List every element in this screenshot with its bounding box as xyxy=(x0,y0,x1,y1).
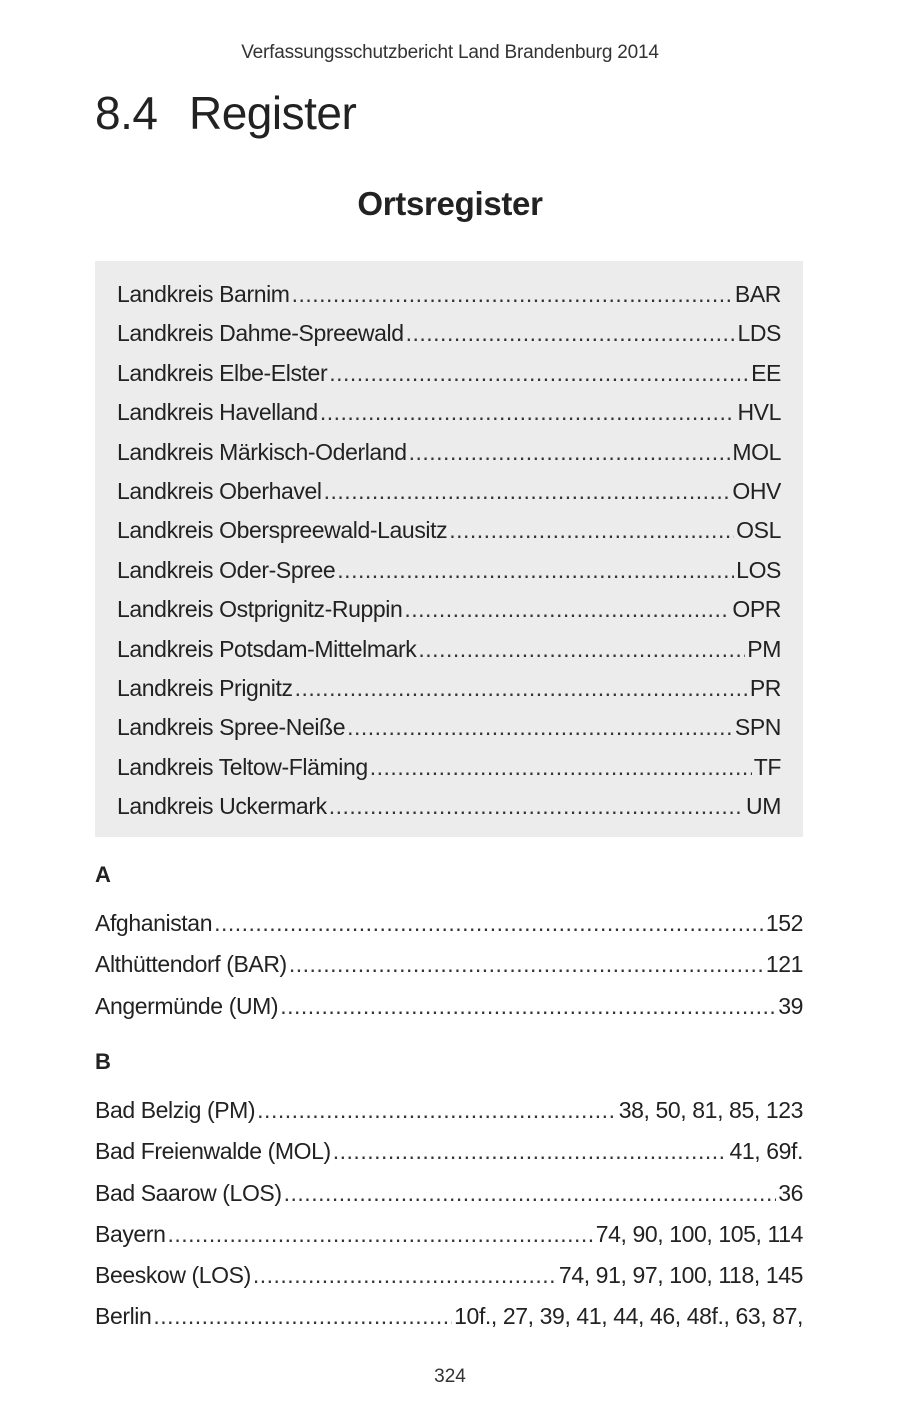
page-references: 38, 50, 81, 85, 123 xyxy=(618,1097,803,1123)
dot-leader xyxy=(324,472,731,511)
page-references: 10f., 27, 39, 41, 44, 46, 48f., 63, 87, xyxy=(454,1303,803,1330)
page-references: 74, 91, 97, 100, 118, 145 xyxy=(558,1262,803,1289)
landkreis-code: OSL xyxy=(736,517,781,544)
landkreis-code: PR xyxy=(749,674,781,701)
page-references: 41, 69f. xyxy=(729,1138,803,1165)
page-number: 324 xyxy=(434,1366,466,1387)
landkreis-code: PM xyxy=(747,635,781,662)
section-title: Ortsregister xyxy=(357,185,543,222)
index-entry xyxy=(95,1173,803,1214)
landkreis-box xyxy=(95,261,803,837)
index-list-a xyxy=(95,903,803,1027)
letter-heading-a: A xyxy=(95,862,111,887)
place-name: Bad Saarow (LOS) xyxy=(95,1179,282,1206)
landkreis-name: Landkreis Uckermark xyxy=(117,793,327,820)
landkreis-entry xyxy=(117,787,781,826)
page-references: 36 xyxy=(778,1179,803,1206)
index-entry xyxy=(95,1214,803,1255)
place-name: Bad Freienwalde (MOL) xyxy=(95,1138,331,1165)
dot-leader xyxy=(153,1296,452,1337)
dot-leader xyxy=(404,590,730,629)
landkreis-code: HVL xyxy=(737,399,781,426)
index-entry xyxy=(95,944,803,985)
place-name: Bad Belzig (PM) xyxy=(95,1097,256,1123)
running-header: Verfassungsschutzbericht Land Brandenburg 2014 xyxy=(241,42,659,63)
dot-leader xyxy=(337,551,734,590)
dot-leader xyxy=(409,433,731,472)
landkreis-entry xyxy=(117,708,781,747)
page-references: 152 xyxy=(765,910,803,936)
dot-leader xyxy=(257,1090,617,1131)
landkreis-entry xyxy=(117,511,781,550)
dot-leader xyxy=(329,787,744,826)
landkreis-entry xyxy=(117,275,781,314)
landkreis-entry xyxy=(117,630,781,669)
landkreis-code: UM xyxy=(746,793,781,820)
landkreis-entry xyxy=(117,433,781,472)
page-references: 39 xyxy=(778,992,803,1019)
dot-leader xyxy=(347,708,733,747)
landkreis-code: SPN xyxy=(734,714,781,741)
place-name: Afghanistan xyxy=(95,910,213,936)
dot-leader xyxy=(167,1214,593,1255)
landkreis-code: OPR xyxy=(732,596,781,623)
landkreis-entry xyxy=(117,551,781,590)
landkreis-code: MOL xyxy=(732,438,781,465)
index-entry xyxy=(95,1090,803,1131)
dot-leader xyxy=(333,1131,728,1172)
dot-leader xyxy=(280,986,776,1027)
landkreis-name: Landkreis Prignitz xyxy=(117,674,293,701)
landkreis-name: Landkreis Barnim xyxy=(117,281,290,307)
index-entry xyxy=(95,1255,803,1296)
dot-leader xyxy=(295,669,748,708)
landkreis-name: Landkreis Ostprignitz-Ruppin xyxy=(117,596,403,623)
dot-leader xyxy=(418,630,745,669)
dot-leader xyxy=(449,511,734,550)
landkreis-name: Landkreis Oberhavel xyxy=(117,477,322,504)
landkreis-entry xyxy=(117,393,781,432)
dot-leader xyxy=(214,903,764,944)
chapter-title xyxy=(95,86,356,140)
index-entry xyxy=(95,986,803,1027)
landkreis-entry xyxy=(117,472,781,511)
dot-leader xyxy=(253,1255,557,1296)
index-entry xyxy=(95,903,803,944)
landkreis-name: Landkreis Oder-Spree xyxy=(117,556,336,583)
dot-leader xyxy=(329,354,749,393)
landkreis-code: LOS xyxy=(736,556,781,583)
landkreis-name: Landkreis Dahme-Spreewald xyxy=(117,320,404,347)
index-entry xyxy=(95,1131,803,1172)
index-list-b xyxy=(95,1090,803,1338)
dot-leader xyxy=(406,314,736,353)
dot-leader xyxy=(284,1173,777,1214)
landkreis-name: Landkreis Spree-Neiße xyxy=(117,714,346,741)
dot-leader xyxy=(320,393,736,432)
landkreis-name: Landkreis Oberspreewald-Lausitz xyxy=(117,517,448,544)
dot-leader xyxy=(292,275,733,314)
landkreis-code: BAR xyxy=(734,281,781,307)
page-references: 74, 90, 100, 105, 114 xyxy=(595,1220,803,1247)
chapter-number: 8.4 xyxy=(95,87,158,139)
landkreis-name: Landkreis Teltow-Fläming xyxy=(117,753,368,780)
dot-leader xyxy=(370,748,752,787)
landkreis-entry xyxy=(117,748,781,787)
landkreis-name: Landkreis Elbe-Elster xyxy=(117,359,328,386)
place-name: Beeskow (LOS) xyxy=(95,1262,251,1289)
landkreis-code: EE xyxy=(751,359,781,386)
dot-leader xyxy=(289,944,764,985)
place-name: Berlin xyxy=(95,1303,152,1330)
landkreis-code: TF xyxy=(753,753,781,780)
landkreis-entry xyxy=(117,314,781,353)
place-name: Bayern xyxy=(95,1220,166,1247)
landkreis-entry xyxy=(117,354,781,393)
letter-heading-b: B xyxy=(95,1049,111,1074)
landkreis-name: Landkreis Potsdam-Mittelmark xyxy=(117,635,417,662)
landkreis-entry xyxy=(117,669,781,708)
place-name: Althüttendorf (BAR) xyxy=(95,951,287,978)
landkreis-entry xyxy=(117,590,781,629)
place-name: Angermünde (UM) xyxy=(95,992,279,1019)
landkreis-code: OHV xyxy=(732,477,781,504)
index-entry xyxy=(95,1296,803,1337)
chapter-title-text: Register xyxy=(189,87,357,139)
landkreis-code: LDS xyxy=(737,320,781,347)
landkreis-name: Landkreis Havelland xyxy=(117,399,318,426)
landkreis-name: Landkreis Märkisch-Oderland xyxy=(117,438,407,465)
page-references: 121 xyxy=(765,951,803,978)
